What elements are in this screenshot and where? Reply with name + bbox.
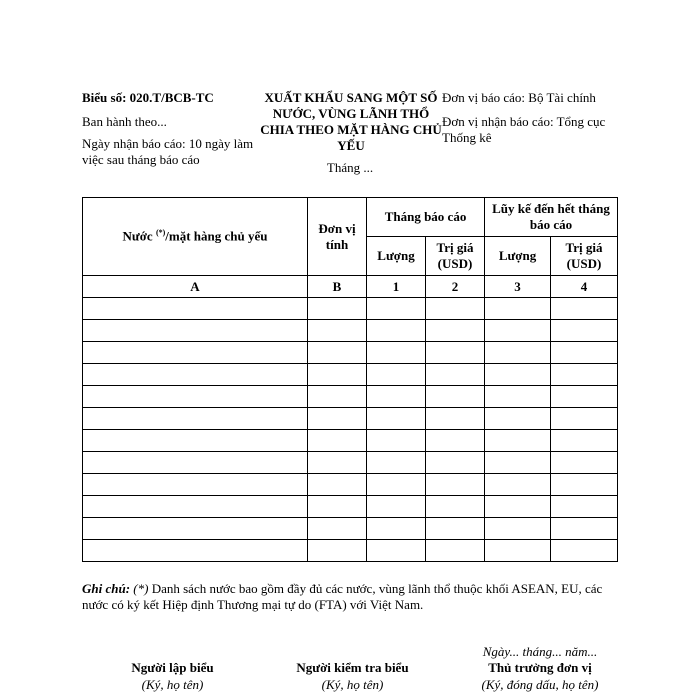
table-cell <box>551 364 618 386</box>
table-cell <box>551 408 618 430</box>
index-cell: 3 <box>485 276 551 298</box>
table-cell <box>308 452 367 474</box>
table-cell <box>426 408 485 430</box>
table-cell <box>83 452 308 474</box>
table-row <box>83 540 618 562</box>
form-code: Biểu số: 020.T/BCB-TC <box>82 90 214 105</box>
table-cell <box>83 408 308 430</box>
report-month: Tháng ... <box>326 160 374 175</box>
signature-date: Ngày... tháng... năm... <box>482 644 598 659</box>
table-row <box>83 386 618 408</box>
index-cell: A <box>83 276 308 298</box>
table-cell <box>485 386 551 408</box>
head-title: Thủ trưởng đơn vị <box>488 660 592 675</box>
index-cell: B <box>308 276 367 298</box>
table-cell <box>426 386 485 408</box>
table-cell <box>308 540 367 562</box>
preparer-sub: (Ký, họ tên) <box>141 677 204 692</box>
table-cell <box>485 298 551 320</box>
table-cell <box>485 518 551 540</box>
table-cell <box>83 364 308 386</box>
table-cell <box>426 474 485 496</box>
table-cell <box>485 320 551 342</box>
table-cell <box>551 496 618 518</box>
checker-sub: (Ký, họ tên) <box>321 677 384 692</box>
table-cell <box>485 496 551 518</box>
table-cell <box>308 408 367 430</box>
table-cell <box>551 474 618 496</box>
index-cell: 4 <box>551 276 618 298</box>
head-sub: (Ký, đóng dấu, họ tên) <box>481 677 599 692</box>
header-quantity-cumulative: Lượng <box>485 237 551 276</box>
receiving-unit: Đơn vị nhận báo cáo: Tổng cục Thống kê <box>442 114 606 145</box>
table-cell <box>367 496 426 518</box>
index-cell: 1 <box>367 276 426 298</box>
table-cell <box>426 496 485 518</box>
table-cell <box>308 430 367 452</box>
table-row <box>83 452 618 474</box>
table-row <box>83 518 618 540</box>
table-row <box>83 298 618 320</box>
table-row <box>83 364 618 386</box>
table-cell <box>83 518 308 540</box>
table-cell <box>367 518 426 540</box>
table-cell <box>551 298 618 320</box>
reporting-unit: Đơn vị báo cáo: Bộ Tài chính <box>442 90 596 105</box>
table-cell <box>367 364 426 386</box>
header-value-cumulative: Trị giá (USD) <box>551 237 618 276</box>
table-cell <box>83 386 308 408</box>
table-cell <box>367 540 426 562</box>
table-cell <box>426 430 485 452</box>
table-row <box>83 474 618 496</box>
head-signature <box>455 659 625 693</box>
index-row <box>83 276 618 298</box>
table-cell <box>308 518 367 540</box>
table-cell <box>308 386 367 408</box>
report-table <box>82 197 618 562</box>
header-value-month: Trị giá (USD) <box>426 237 485 276</box>
table-row <box>83 430 618 452</box>
table-cell <box>551 540 618 562</box>
table-cell <box>426 452 485 474</box>
table-cell <box>485 364 551 386</box>
table-cell <box>485 430 551 452</box>
table-cell <box>551 320 618 342</box>
table-cell <box>367 430 426 452</box>
table-cell <box>367 342 426 364</box>
preparer-title: Người lập biểu <box>131 660 214 675</box>
table-cell <box>83 496 308 518</box>
table-cell <box>367 474 426 496</box>
table-cell <box>551 430 618 452</box>
document-title: XUẤT KHẨU SANG MỘT SỐ NƯỚC, VÙNG LÃNH THỔ CHIA THEO MẶT HÀNG CHỦ YẾU <box>260 90 442 153</box>
index-cell: 2 <box>426 276 485 298</box>
table-cell <box>308 298 367 320</box>
table-cell <box>485 540 551 562</box>
table-cell <box>367 386 426 408</box>
table-cell <box>485 452 551 474</box>
table-cell <box>485 408 551 430</box>
table-cell <box>308 342 367 364</box>
header-country-item: Nước (*)/mặt hàng chủ yếu <box>83 198 308 276</box>
table-cell <box>308 364 367 386</box>
table-cell <box>308 474 367 496</box>
table-cell <box>426 298 485 320</box>
header-report-month: Tháng báo cáo <box>367 198 485 237</box>
footnote: Ghi chú: (*) Danh sách nước bao gồm đầy đủ các nước, vùng lãnh thổ thuộc khối ASEAN, EU, các nước có ký kết Hiệp định Thương mại tự do (FTA) với Việt Nam. <box>82 581 603 612</box>
table-cell <box>308 496 367 518</box>
table-cell <box>426 364 485 386</box>
table-cell <box>308 320 367 342</box>
table-cell <box>426 320 485 342</box>
table-row <box>83 342 618 364</box>
table-cell <box>426 518 485 540</box>
receive-date: Ngày nhận báo cáo: 10 ngày làm việc sau tháng báo cáo <box>82 136 254 167</box>
table-cell <box>83 540 308 562</box>
table-cell <box>83 430 308 452</box>
table-cell <box>367 452 426 474</box>
table-row <box>83 408 618 430</box>
table-cell <box>426 342 485 364</box>
table-cell <box>367 298 426 320</box>
table-cell <box>83 342 308 364</box>
header-cumulative: Lũy kế đến hết tháng báo cáo <box>485 198 618 237</box>
checker-title: Người kiểm tra biểu <box>296 660 409 675</box>
table-cell <box>551 342 618 364</box>
header-quantity-month: Lượng <box>367 237 426 276</box>
table-cell <box>551 452 618 474</box>
table-cell <box>551 518 618 540</box>
table-cell <box>367 320 426 342</box>
header-unit: Đơn vị tính <box>308 198 367 276</box>
table-cell <box>485 474 551 496</box>
preparer-signature <box>100 659 245 693</box>
table-row <box>83 496 618 518</box>
table-cell <box>367 408 426 430</box>
issued-by: Ban hành theo... <box>82 114 167 129</box>
table-row <box>83 320 618 342</box>
table-cell <box>551 386 618 408</box>
checker-signature <box>280 659 425 693</box>
table-cell <box>426 540 485 562</box>
table-cell <box>83 474 308 496</box>
table-cell <box>485 342 551 364</box>
table-cell <box>83 298 308 320</box>
table-cell <box>83 320 308 342</box>
